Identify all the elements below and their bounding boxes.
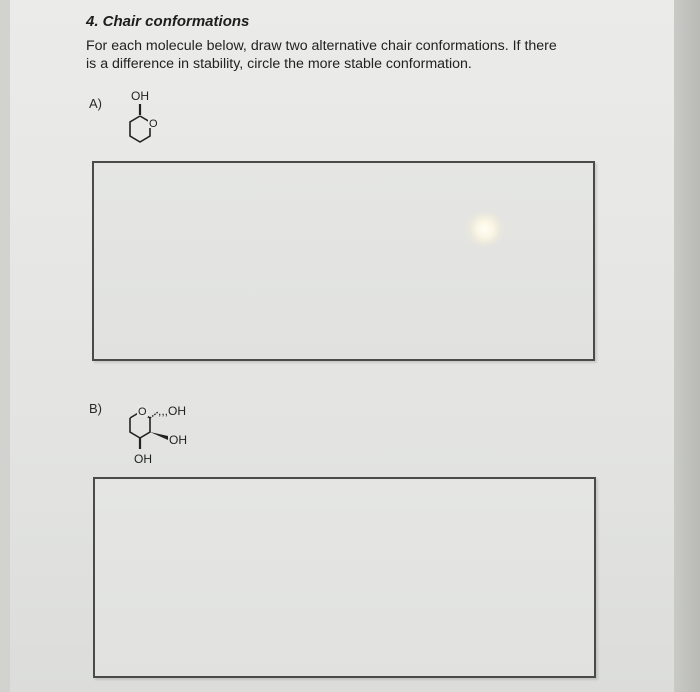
- instruction-line-2: is a difference in stability, circle the more stable conformation.: [86, 56, 472, 72]
- part-a-label: A): [89, 96, 102, 111]
- molecule-a-ring: [130, 116, 150, 142]
- answer-box-b[interactable]: [93, 477, 596, 678]
- molecule-b-wedge-oh: OH: [169, 433, 187, 447]
- question-instructions: [86, 37, 606, 73]
- page-edge-shadow: [674, 0, 700, 692]
- question-title: 4. Chair conformations: [86, 13, 250, 30]
- molecule-b-structure: [118, 396, 200, 478]
- molecule-b-ring-oxygen: O: [138, 406, 147, 418]
- camera-glare: [465, 212, 505, 246]
- molecule-a-structure: [110, 86, 180, 158]
- molecule-b-wedge-bond: [150, 432, 168, 440]
- molecule-b-bottom-oh: OH: [134, 452, 152, 466]
- molecule-a-oh-label: OH: [131, 89, 149, 103]
- molecule-a-ring-oxygen: O: [149, 118, 158, 130]
- part-b-label: B): [89, 401, 102, 416]
- molecule-b-hashed-oh: ,,,OH: [158, 404, 187, 418]
- answer-box-a[interactable]: [92, 161, 595, 361]
- instruction-line-1: For each molecule below, draw two alternative chair conformations. If there: [86, 38, 557, 54]
